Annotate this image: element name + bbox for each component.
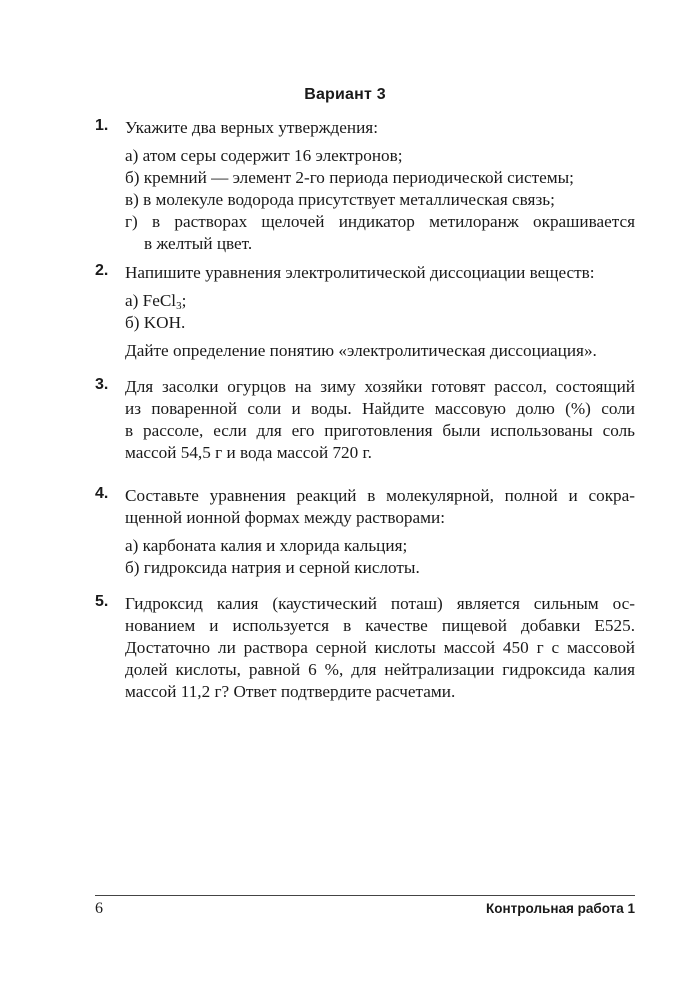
task-body (125, 376, 635, 464)
task-text-line: Гидроксид калия (каустический поташ) является сильным ос- (125, 594, 635, 613)
task-body (125, 117, 635, 255)
task-text-line: в рассоле, если для его приготовления были использованы соль (125, 421, 635, 440)
task-question: Укажите два верных утверждения: (125, 118, 378, 137)
footer-divider (95, 895, 635, 896)
running-title: Контрольная работа 1 (486, 901, 635, 916)
task-number: 4. (95, 485, 109, 502)
task-number: 3. (95, 376, 109, 393)
task-text-line: массой 11,2 г? Ответ подтвердите расчетами. (125, 682, 456, 701)
answer-option: б) гидроксида натрия и серной кислоты. (125, 558, 420, 577)
task-number: 1. (95, 117, 109, 134)
formula-item: а) FeCl$_3$; (125, 291, 187, 312)
task-text-line: долей кислоты, равной 6 %, для нейтрализации гидроксида калия (125, 660, 635, 679)
answer-option: а) атом серы содержит 16 электронов; (125, 146, 403, 165)
task-text-line: нованием и используется в качестве пищевой добавки E525. (125, 616, 635, 635)
answer-option: в) в молекуле водорода присутствует металлическая связь; (125, 190, 555, 209)
task-question: Напишите уравнения электролитической диссоциации веществ: (125, 263, 595, 282)
page-number: 6 (95, 900, 103, 917)
answer-option-continuation: в желтый цвет. (144, 234, 253, 253)
task-body (125, 485, 635, 579)
task-body (125, 262, 635, 362)
answer-option: б) кремний — элемент 2-го периода периодической системы; (125, 168, 574, 187)
task-text-line: щенной ионной формах между растворами: (125, 508, 446, 527)
answer-option: г) в растворах щелочей индикатор метилоранж окрашивается (125, 212, 635, 231)
task-text-line: из поваренной соли и воды. Найдите массовую долю (%) соли (125, 399, 635, 418)
task-text-line: массой 54,5 г и вода массой 720 г. (125, 443, 372, 462)
task-number: 2. (95, 262, 109, 279)
task-text-line: Для засолки огурцов на зиму хозяйки готовят рассол, состоящий (125, 377, 635, 396)
task-instruction: Дайте определение понятию «электролитическая диссоциация». (125, 341, 597, 360)
task-number: 5. (95, 593, 109, 610)
task-text-line: Составьте уравнения реакций в молекулярной, полной и сокра- (125, 486, 635, 505)
formula-item: б) KOH. (125, 313, 186, 332)
task-body (125, 593, 635, 703)
page-title: Вариант 3 (304, 86, 386, 103)
task-text-line: Достаточно ли раствора серной кислоты массой 450 г с массовой (125, 638, 635, 657)
answer-option: а) карбоната калия и хлорида кальция; (125, 536, 408, 555)
